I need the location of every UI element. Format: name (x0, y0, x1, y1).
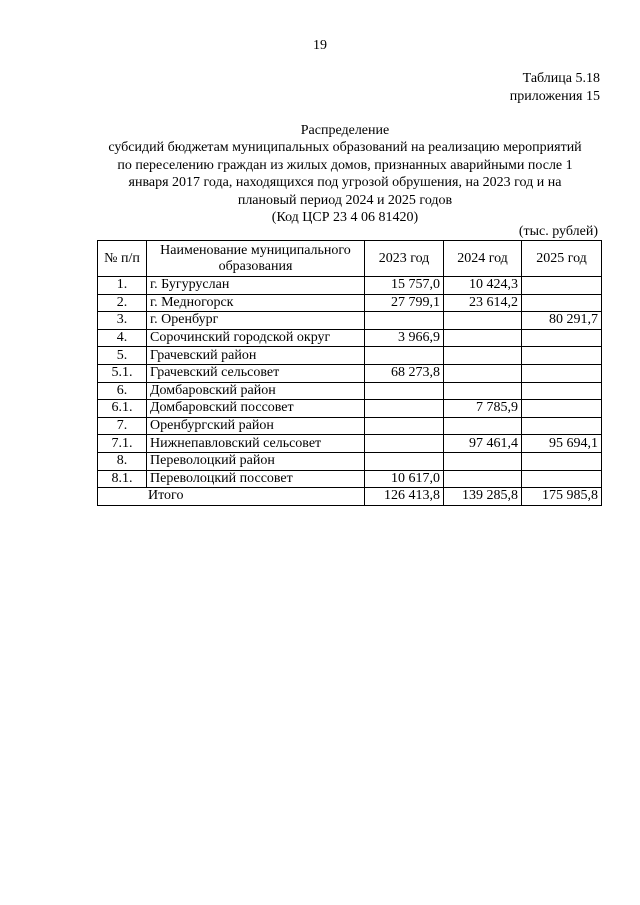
row-value-2023 (365, 400, 444, 418)
row-name: Грачевский сельсовет (147, 364, 365, 382)
row-value-2024 (444, 347, 522, 365)
row-value-2025 (522, 417, 602, 435)
row-value-2024: 23 614,2 (444, 294, 522, 312)
row-name: Домбаровский поссовет (147, 400, 365, 418)
row-value-2023 (365, 347, 444, 365)
units-label: (тыс. рублей) (518, 224, 598, 239)
row-value-2023: 68 273,8 (365, 364, 444, 382)
row-name: Переволоцкий поссовет (147, 470, 365, 488)
row-value-2025 (522, 294, 602, 312)
row-value-2025 (522, 452, 602, 470)
row-value-2025 (522, 277, 602, 295)
table-row (98, 364, 602, 382)
row-value-2024 (444, 452, 522, 470)
table-row (98, 400, 602, 418)
row-value-2025 (522, 470, 602, 488)
total-value-2025: 175 985,8 (522, 488, 602, 506)
row-number: 8. (98, 452, 147, 470)
header-name: Наименование муниципального образования (147, 241, 365, 277)
row-number: 5.1. (98, 364, 147, 382)
row-value-2025 (522, 382, 602, 400)
table-row (98, 277, 602, 295)
total-value-2023: 126 413,8 (365, 488, 444, 506)
row-value-2025 (522, 347, 602, 365)
row-value-2024: 97 461,4 (444, 435, 522, 453)
row-value-2023 (365, 452, 444, 470)
row-value-2023 (365, 435, 444, 453)
row-name: г. Оренбург (147, 312, 365, 330)
table-row (98, 329, 602, 347)
row-value-2023: 3 966,9 (365, 329, 444, 347)
row-name: Домбаровский район (147, 382, 365, 400)
row-name: Нижнепавловский сельсовет (147, 435, 365, 453)
row-value-2023: 27 799,1 (365, 294, 444, 312)
row-value-2024 (444, 417, 522, 435)
row-value-2023 (365, 417, 444, 435)
table-row (98, 347, 602, 365)
row-number: 6. (98, 382, 147, 400)
row-number: 4. (98, 329, 147, 347)
page-number: 19 (313, 38, 327, 53)
row-value-2025 (522, 364, 602, 382)
row-value-2025 (522, 400, 602, 418)
row-value-2024 (444, 329, 522, 347)
row-number: 2. (98, 294, 147, 312)
row-value-2025: 80 291,7 (522, 312, 602, 330)
row-name: Оренбургский район (147, 417, 365, 435)
header-number: № п/п (98, 241, 147, 277)
row-name: г. Медногорск (147, 294, 365, 312)
title-line-5: плановый период 2024 и 2025 годов (237, 192, 453, 208)
table-total-row (98, 488, 602, 506)
row-number: 3. (98, 312, 147, 330)
row-number: 1. (98, 277, 147, 295)
table-row (98, 435, 602, 453)
row-value-2023: 10 617,0 (365, 470, 444, 488)
title-line-4: января 2017 года, находящихся под угрозой обрушения, на 2023 год и на (128, 175, 562, 191)
appendix-number: приложения 15 (509, 89, 600, 104)
row-name: Грачевский район (147, 347, 365, 365)
row-value-2024 (444, 312, 522, 330)
table-row (98, 470, 602, 488)
document-title (90, 122, 600, 226)
row-value-2024: 7 785,9 (444, 400, 522, 418)
row-number: 8.1. (98, 470, 147, 488)
table-row (98, 312, 602, 330)
table-header-row (98, 241, 602, 277)
row-name: Переволоцкий район (147, 452, 365, 470)
row-value-2024 (444, 382, 522, 400)
row-value-2025 (522, 329, 602, 347)
table-body (98, 277, 602, 506)
total-value-2024: 139 285,8 (444, 488, 522, 506)
header-2025: 2025 год (522, 241, 602, 277)
table-row (98, 452, 602, 470)
row-value-2023 (365, 382, 444, 400)
table-row (98, 417, 602, 435)
table-row (98, 382, 602, 400)
appendix-reference (510, 70, 600, 106)
title-line-3: по переселению граждан из жилых домов, признанных аварийными после 1 (117, 157, 573, 173)
row-number: 6.1. (98, 400, 147, 418)
row-value-2023 (365, 312, 444, 330)
header-2024: 2024 год (444, 241, 522, 277)
row-value-2024 (444, 364, 522, 382)
title-budget-code: (Код ЦСР 23 4 06 81420) (271, 210, 419, 226)
row-value-2025: 95 694,1 (522, 435, 602, 453)
row-value-2024: 10 424,3 (444, 277, 522, 295)
subsidy-table (97, 240, 602, 506)
total-label: Итого (98, 488, 365, 506)
row-number: 7.1. (98, 435, 147, 453)
table-reference: Таблица 5.18 (522, 71, 600, 86)
row-number: 7. (98, 417, 147, 435)
row-value-2024 (444, 470, 522, 488)
row-name: г. Бугуруслан (147, 277, 365, 295)
row-value-2023: 15 757,0 (365, 277, 444, 295)
header-2023: 2023 год (365, 241, 444, 277)
title-line-1: Распределение (300, 123, 390, 138)
row-name: Сорочинский городской округ (147, 329, 365, 347)
table-row (98, 294, 602, 312)
title-line-2: субсидий бюджетам муниципальных образований на реализацию мероприятий (108, 140, 582, 156)
row-number: 5. (98, 347, 147, 365)
